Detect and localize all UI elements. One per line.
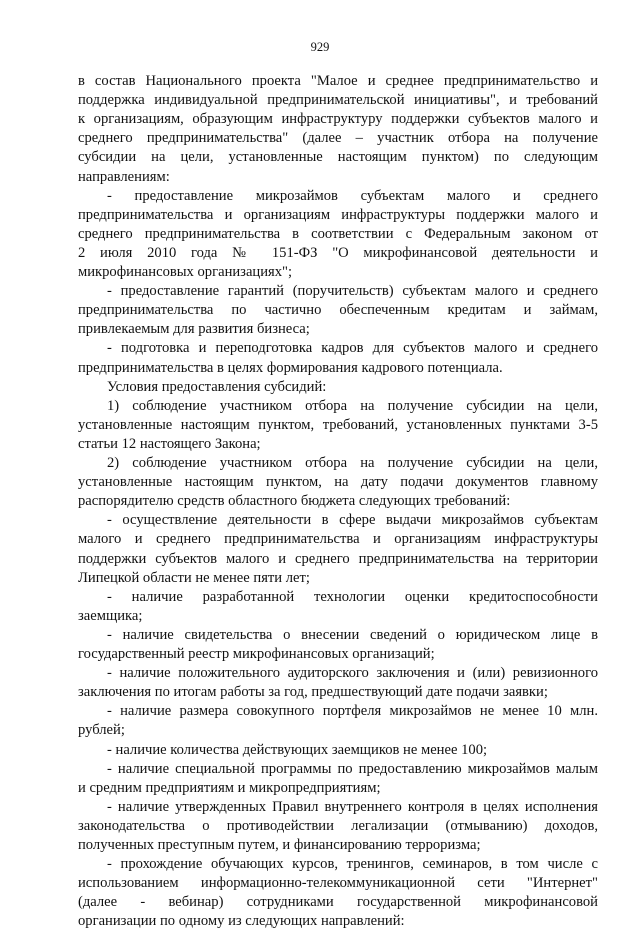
text-line: законодательства о противодействии легализации (отмыванию) доходов, [78, 817, 598, 834]
text-line: - наличие специальной программы по предоставлению микрозаймов малым [107, 760, 598, 777]
text-line: предпринимательства по частично обеспеченным кредитам и займам, [78, 302, 598, 319]
text-line: распорядителю средств областного бюджета следующих требований: [78, 493, 511, 510]
text-line: субсидии на цели, установленные настоящим пунктом) по следующим [78, 149, 598, 166]
text-line: среднего предпринимательства в соответствии с Федеральным законом от [78, 225, 598, 242]
text-line: установленные настоящим пунктом, на дату подачи документов главному [78, 474, 598, 491]
text-line: установленные настоящим пунктом, требований, установленных пунктами 3-5 [78, 416, 598, 433]
text-line: поддержки субъектов малого и среднего предпринимательства на территории [78, 550, 598, 567]
text-line: государственный реестр микрофинансовых организаций; [78, 646, 435, 662]
text-line: к организациям, образующим инфраструктуру поддержки субъектов малого и [78, 111, 598, 128]
text-line: малого и среднего предпринимательства и организациям инфраструктуры [78, 531, 598, 548]
text-line: использованием информационно-телекоммуникационной сети "Интернет" [78, 875, 598, 892]
text-line: - наличие утвержденных Правил внутреннего контроля в целях исполнения [107, 798, 598, 815]
text-line: 2) соблюдение участником отбора на получение субсидии на цели, [107, 455, 598, 471]
text-line: Липецкой области не менее пяти лет; [78, 569, 310, 586]
text-line: - наличие разработанной технологии оценки кредитоспособности [107, 588, 598, 605]
text-line: - осуществление деятельности в сфере выдачи микрозаймов субъектам [107, 512, 598, 529]
text-line: (далее - вебинар) сотрудниками государственной микрофинансовой [78, 894, 598, 911]
text-line: в состав Национального проекта "Малое и среднее предпринимательство и [78, 73, 598, 89]
text-line: среднего предпринимательства" (далее – участник отбора на получение [78, 130, 598, 147]
text-line: предпринимательства и организациям инфраструктуры поддержки малого и [78, 206, 598, 223]
text-line: полученных преступным путем, и финансированию терроризма; [78, 837, 481, 853]
text-line: - наличие количества действующих заемщиков не менее 100; [107, 741, 488, 758]
text-line: Условия предоставления субсидий: [107, 378, 327, 395]
text-line: - наличие свидетельства о внесении сведений о юридическом лице в [107, 626, 598, 643]
page-number: 929 [310, 40, 330, 54]
text-line: - прохождение обучающих курсов, тренингов, семинаров, в том числе с [107, 856, 598, 873]
text-line: 1) соблюдение участником отбора на получение субсидии на цели, [107, 397, 598, 414]
text-line: - подготовка и переподготовка кадров для субъектов малого и среднего [107, 340, 598, 357]
text-line: направлениям: [78, 168, 170, 185]
text-line: - предоставление микрозаймов субъектам малого и среднего [107, 187, 598, 204]
text-line: заемщика; [78, 607, 143, 624]
text-line: - наличие положительного аудиторского заключения и (или) ревизионного [107, 665, 598, 682]
text-line: 2 июля 2010 года № 151-ФЗ "О микрофинансовой деятельности и [78, 244, 598, 261]
text-line: рублей; [78, 722, 125, 739]
text-line: предпринимательства в целях формирования кадрового потенциала. [78, 359, 503, 376]
text-line: организации по одному из следующих направлений: [78, 913, 405, 930]
text-line: - наличие размера совокупного портфеля микрозаймов не менее 10 млн. [107, 703, 598, 720]
text-line: привлекаемым для развития бизнеса; [78, 321, 310, 338]
text-line: статьи 12 настоящего Закона; [78, 435, 261, 452]
text-line: и средним предприятиям и микропредприятиям; [78, 779, 381, 796]
text-line: микрофинансовых организациях"; [78, 264, 293, 280]
text-line: заключения по итогам работы за год, предшествующий дате подачи заявки; [78, 684, 548, 701]
text-line: поддержка индивидуальной предпринимательской инициативы", и требований [78, 92, 598, 109]
text-line: - предоставление гарантий (поручительств) субъектам малого и среднего [107, 283, 598, 300]
